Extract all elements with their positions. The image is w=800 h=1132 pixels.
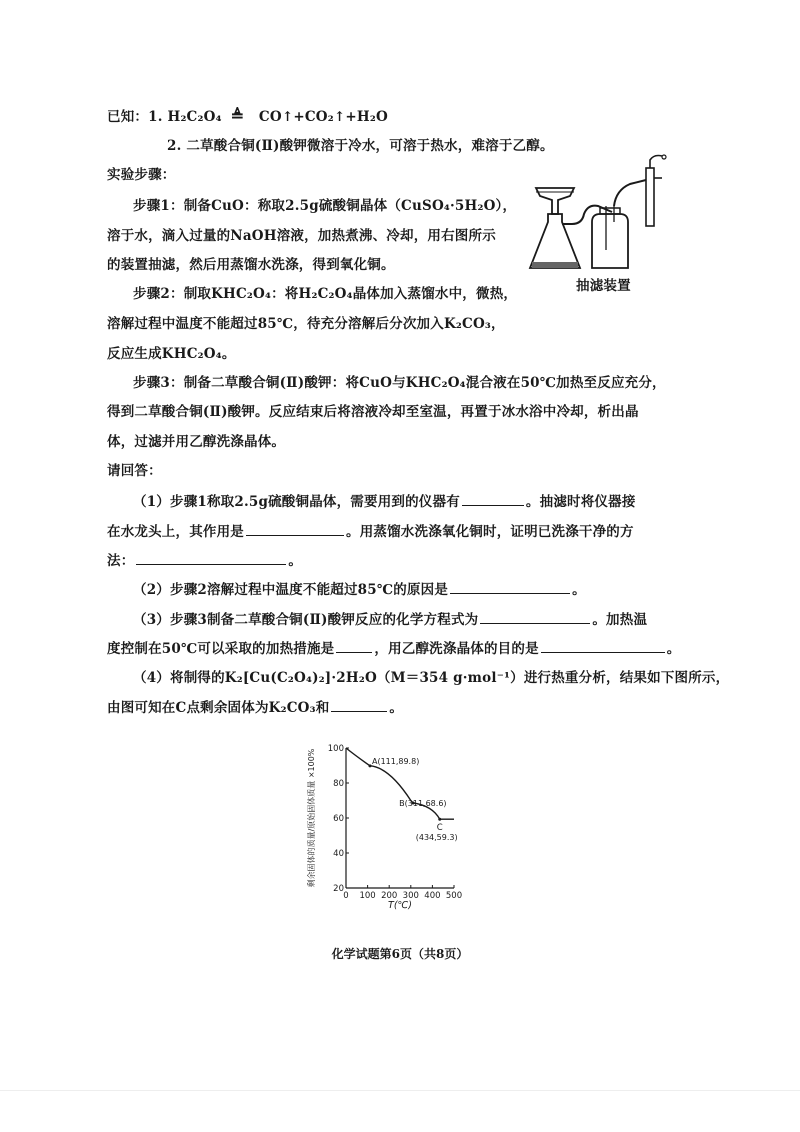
suction-filtration-apparatus <box>520 150 690 280</box>
data-point <box>438 818 441 821</box>
x-tick-label: 200 <box>381 891 398 901</box>
water-aspirator <box>646 168 654 226</box>
y-tick-label: 100 <box>327 744 344 754</box>
step2-line2: 溶解过程中温度不能超过85℃，待充分溶解后分次加入K₂CO₃， <box>107 316 505 332</box>
answer-prompt: 请回答： <box>107 463 162 479</box>
heating-equals-sign: ≜ <box>230 106 251 125</box>
q3-text-a: （3）步骤3制备二草酸合铜(Ⅱ)酸钾反应的化学方程式为 <box>133 612 479 628</box>
y-tick-label: 20 <box>333 884 344 894</box>
x-tick-label: 400 <box>424 891 441 901</box>
step1-line3: 的装置抽滤，然后用蒸馏水洗涤，得到氧化铜。 <box>107 257 395 273</box>
question-1-line3 <box>107 550 302 571</box>
q3-blank-equation[interactable] <box>480 609 590 624</box>
q4-text-b: 由图可知在C点剩余固体为K₂CO₃和 <box>107 700 330 716</box>
q1-text-e: 法： <box>107 553 135 569</box>
thermogravimetric-chart <box>300 738 480 918</box>
q1-end: 。 <box>288 553 303 569</box>
question-2 <box>133 579 586 600</box>
step2-line3: 反应生成KHC₂O₄。 <box>107 346 236 362</box>
q2-blank-reason[interactable] <box>450 579 570 594</box>
question-4-line2 <box>107 697 403 718</box>
known-products: CO↑+CO₂↑+H₂O <box>258 109 388 125</box>
bottom-divider <box>0 1090 800 1091</box>
q1-blank-function[interactable] <box>246 521 344 536</box>
step3-line2: 得到二草酸合铜(Ⅱ)酸钾。反应结束后将溶液冷却至室温，再置于冰水浴中冷却，析出晶 <box>107 404 639 420</box>
known-label: 已知：1. H₂C₂O₄ <box>107 109 222 125</box>
annotation-point-b: B(311,68.6) <box>399 798 447 808</box>
x-tick-label: 0 <box>343 891 349 901</box>
known-item-2: 2. 二草酸合铜(Ⅱ)酸钾微溶于冷水，可溶于热水，难溶于乙醇。 <box>167 138 554 154</box>
q3-text-c: 度控制在50℃可以采取的加热措施是 <box>107 641 335 657</box>
suction-flask <box>530 214 580 268</box>
q3-end: 。 <box>666 641 681 657</box>
q4-blank-residue[interactable] <box>331 697 387 712</box>
step3-line3: 体，过滤并用乙醇洗涤晶体。 <box>107 434 286 450</box>
x-tick-label: 100 <box>359 891 376 901</box>
q1-text-c: 在水龙头上，其作用是 <box>107 524 244 540</box>
q3-text-d: ，用乙醇洗涤晶体的目的是 <box>374 641 539 657</box>
known-reaction-line <box>107 106 388 127</box>
q4-end: 。 <box>389 700 404 716</box>
question-4-line1: （4）将制得的K₂[Cu(C₂O₄)₂]·2H₂O（M＝354 g·mol⁻¹）进行热重分析，结果如下图所示， <box>133 670 730 686</box>
question-3-line1 <box>133 609 647 630</box>
steps-heading: 实验步骤： <box>107 167 176 183</box>
q2-text-a: （2）步骤2溶解过程中温度不能超过85℃的原因是 <box>133 582 449 598</box>
q1-text-b: 。抽滤时将仪器接 <box>525 494 636 510</box>
q1-blank-method[interactable] <box>136 550 286 565</box>
y-tick-label: 40 <box>333 849 344 859</box>
q1-blank-instruments[interactable] <box>462 491 524 506</box>
q1-text-d: 。用蒸馏水洗涤氧化铜时，证明已洗涤干净的方 <box>346 524 634 540</box>
q3-blank-heating-method[interactable] <box>336 638 372 653</box>
q3-text-b: 。加热温 <box>592 612 648 628</box>
annotation-point-c-coords: (434,59.3) <box>415 833 458 843</box>
annotation-point-a: A(111,89.8) <box>371 756 420 766</box>
question-1-line1 <box>133 491 636 512</box>
safety-bottle <box>592 214 628 268</box>
x-tick-label: 300 <box>402 891 419 901</box>
step3-line1: 步骤3：制备二草酸合铜(Ⅱ)酸钾：将CuO与KHC₂O₄混合液在50℃加热至反应充分， <box>133 375 666 391</box>
x-tick-label: 500 <box>445 891 463 901</box>
y-tick-label: 80 <box>333 779 344 789</box>
y-axis-label: 剩余固体的质量/原始固体质量 ×100% <box>307 748 316 888</box>
x-axis-label: T(℃) <box>388 900 412 911</box>
step2-line1: 步骤2：制取KHC₂O₄：将H₂C₂O₄晶体加入蒸馏水中，微热， <box>133 286 518 302</box>
q2-end: 。 <box>572 582 586 598</box>
apparatus-caption: 抽滤装置 <box>576 278 631 294</box>
step1-line2: 溶于水，滴入过量的NaOH溶液，加热煮沸、冷却，用右图所示 <box>107 228 496 244</box>
q1-text-a: （1）步骤1称取2.5g硫酸铜晶体，需要用到的仪器有 <box>133 494 460 510</box>
question-1-line2 <box>107 521 634 542</box>
question-3-line2 <box>107 638 680 659</box>
y-tick-label: 60 <box>333 814 344 824</box>
annotation-point-c: C <box>436 823 443 834</box>
step1-line1: 步骤1：制备CuO：称取2.5g硫酸铜晶体（CuSO₄·5H₂O）， <box>133 198 517 214</box>
q3-blank-purpose[interactable] <box>541 638 665 653</box>
page-footer: 化学试题第6页（共8页） <box>331 947 469 961</box>
